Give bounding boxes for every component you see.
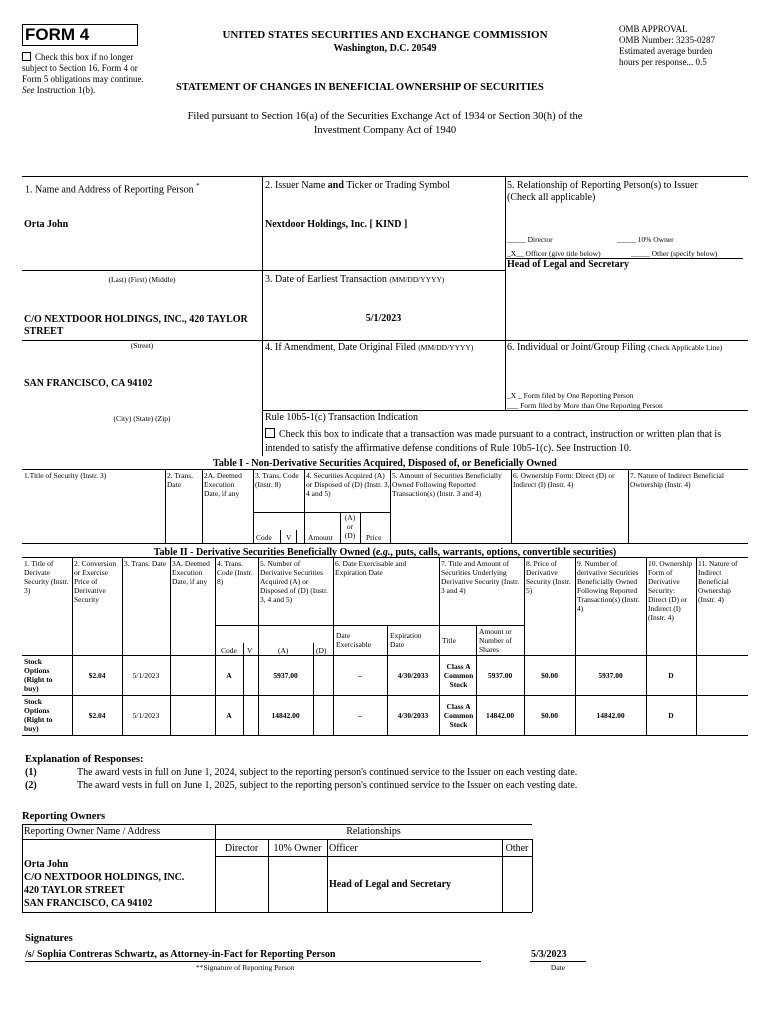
t2-v4 — [215, 557, 216, 735]
owners-line-3 — [215, 856, 532, 857]
row2-price: $2.04 — [88, 711, 106, 720]
row1-acquired: 5937.00 — [273, 671, 298, 680]
grid-line-a — [22, 270, 505, 271]
issuer-name: Nextdoor Holdings, Inc. [ KIND ] — [265, 219, 408, 230]
owner-name-address: Orta John C/O NEXTDOOR HOLDINGS, INC. 420 TAYLOR STREET SAN FRANCISCO, CA 94102 — [24, 859, 185, 909]
box3-label: 3. Date of Earliest Transaction (MM/DD/YYYY) — [265, 274, 445, 285]
name-caption: (Last) (First) (Middle) — [108, 275, 176, 284]
officer-option[interactable]: _X__ Officer (give title below) — [507, 249, 601, 258]
t2-h7: 6. Date Exercisable and Expiration Date — [335, 559, 407, 577]
statement-title: STATEMENT OF CHANGES IN BENEFICIAL OWNERSHIP OF SECURITIES — [176, 82, 544, 93]
t1-sub-v4 — [360, 512, 361, 543]
t2-sub-line — [215, 625, 524, 626]
street-caption: (Street) — [130, 341, 154, 350]
t2-sub-date-ex: Date Exercisable — [336, 631, 371, 649]
grid-vline-2 — [505, 176, 506, 410]
table2-title: Table II - Derivative Securities Beneficially Owned (e.g., puts, calls, warrants, options, convertible securities) — [153, 547, 617, 558]
t1-h8: 7. Nature of Indirect Beneficial Ownership (Instr. 4) — [630, 471, 724, 489]
t2-v10 — [646, 557, 647, 735]
t2-h8: 7. Title and Amount of Securities Underlying Derivative Security (Instr. 3 and 4) — [441, 559, 520, 595]
t1-v1 — [165, 469, 166, 543]
signature-line — [25, 961, 481, 962]
filing-option-group[interactable]: ___ Form filed by More than One Reporting Person — [507, 401, 663, 410]
t2-v1 — [72, 557, 73, 735]
owners-line-bottom — [22, 912, 532, 913]
earliest-transaction-date: 5/1/2023 — [365, 313, 402, 324]
date-line — [530, 961, 586, 962]
row2-deriv-price: $0.00 — [541, 711, 558, 720]
explanation-item-2: (2) The award vests in full on June 1, 2025, subject to the reporting person's continued service to the Issuer on each vesting date. — [25, 780, 578, 791]
row1-price: $2.04 — [88, 671, 106, 680]
box2-label: 2. Issuer Name and Ticker or Trading Symbol — [265, 180, 451, 191]
t1-sub-amount: Amount — [308, 533, 333, 542]
t2-v8 — [524, 557, 525, 735]
t2-h4: 3A. Deemed Execution Date, if any — [172, 559, 210, 586]
table2-row1-bottom — [22, 695, 748, 696]
t2-v11 — [696, 557, 697, 735]
officer-title: Head of Legal and Secretary — [507, 259, 630, 270]
explanation-item-1: (1) The award vests in full on June 1, 2024, subject to the reporting person's continued service to the Issuer on each vesting date. — [25, 767, 578, 778]
date-caption: Date — [550, 963, 566, 972]
t2-h3: 3. Trans. Date — [124, 559, 167, 568]
row2-date: 5/1/2023 — [132, 711, 160, 720]
owners-line-2 — [22, 839, 532, 840]
filed-pursuant-line2: Investment Company Act of 1940 — [313, 125, 457, 136]
reporting-person-name: Orta John — [24, 219, 69, 230]
filed-pursuant-line1: Filed pursuant to Section 16(a) of the Securities Exchange Act of 1934 or Section 30(h) of the — [187, 111, 583, 122]
owner-officer-title: Head of Legal and Secretary — [329, 879, 452, 890]
ten-percent-owner-option[interactable]: _____ 10% Owner — [617, 235, 674, 244]
row1-deriv-price: $0.00 — [541, 671, 558, 680]
row1-code: A — [226, 671, 232, 680]
t2-v7 — [439, 557, 440, 735]
t1-v3 — [253, 469, 254, 543]
rule-10b5-text: Check this box to indicate that a transaction was made pursuant to a contract, instruction or written plan that is intended to satisfy the affirmative defense conditions of Rule 10b5-1(c). See Instruction 10. — [265, 429, 722, 454]
reporting-owners-title: Reporting Owners — [22, 811, 106, 822]
t1-v4 — [304, 469, 305, 543]
row2-date-exercisable: – — [358, 711, 362, 720]
t1-h6: 5. Amount of Securities Beneficially Owned Following Reported Transaction(s) (Instr. 3 and 4) — [392, 471, 502, 498]
table-row: Stock Options (Right to buy) — [24, 657, 53, 693]
reporting-person-street: C/O NEXTDOOR HOLDINGS, INC., 420 TAYLOR STREET — [24, 314, 248, 337]
owners-col-name: Reporting Owner Name / Address — [24, 826, 161, 837]
t2-sub-amount: Amount or Number of Shares — [479, 627, 512, 654]
row1-expiration: 4/30/2033 — [397, 671, 429, 680]
signature-date: 5/3/2023 — [531, 949, 567, 960]
reporting-person-city: SAN FRANCISCO, CA 94102 — [24, 378, 153, 389]
row2-amount: 14842.00 — [485, 711, 515, 720]
rule-10b5-title: Rule 10b5-1(c) Transaction Indication — [265, 412, 419, 423]
signatures-title: Signatures — [25, 933, 73, 944]
t1-sub-aord: (A) or (D) — [344, 513, 356, 540]
form-title: FORM 4 — [25, 25, 90, 44]
row2-code: A — [226, 711, 232, 720]
owners-col-other: Other — [505, 843, 529, 854]
row2-owned: 14842.00 — [596, 711, 625, 720]
rule-10b5-checkbox[interactable] — [265, 428, 275, 438]
t2-h1: 1. Title of Derivate Security (Instr. 3) — [24, 559, 69, 595]
grid-top-line — [22, 176, 748, 177]
director-option[interactable]: _____ Director — [507, 235, 553, 244]
t2-h5: 4. Trans. Code (Instr. 8) — [217, 559, 253, 586]
row1-amount: 5937.00 — [487, 671, 513, 680]
owners-line-top — [22, 824, 532, 825]
owners-col-relationships: Relationships — [346, 826, 401, 837]
owners-v5 — [532, 839, 533, 912]
table2-bottom — [22, 735, 748, 736]
row2-title: Class A Common Stock — [443, 702, 474, 729]
owners-col-director: Director — [224, 843, 259, 854]
table1-bottom — [22, 543, 748, 544]
t1-h3: 2A. Deemed Execution Date, if any — [204, 471, 242, 498]
t2-sub-v: V — [247, 646, 253, 655]
row2-expiration: 4/30/2033 — [397, 711, 429, 720]
owners-v0 — [22, 824, 23, 912]
table-row: Stock Options (Right to buy) — [24, 697, 53, 733]
omb-approval: OMB APPROVAL OMB Number: 3235-0287 Estimated average burden hours per response... 0.5 — [619, 24, 715, 67]
t2-h9: 8. Price of Derivative Security (Instr. 5) — [526, 559, 571, 595]
t1-h1: 1.Title of Security (Instr. 3) — [24, 471, 107, 480]
table2-header-bottom — [22, 655, 748, 656]
row1-date-exercisable: – — [358, 671, 362, 680]
t1-sub-v2 — [296, 530, 297, 543]
t1-h7: 6. Ownership Form: Direct (D) or Indirect (I) (Instr. 4) — [513, 471, 615, 489]
box5-label: 5. Relationship of Reporting Person(s) to Issuer (Check all applicable) — [507, 180, 698, 203]
row1-owned: 5937.00 — [598, 671, 623, 680]
t1-v2 — [202, 469, 203, 543]
t2-v9 — [575, 557, 576, 735]
owners-v3 — [327, 839, 328, 912]
agency-name: UNITED STATES SECURITIES AND EXCHANGE COMMISSION — [222, 29, 548, 41]
table2-top — [22, 557, 748, 558]
signature-name: /s/ Sophia Contreras Schwartz, as Attorney-in-Fact for Reporting Person — [25, 949, 336, 960]
t1-h4: 3. Trans. Code (Instr. 8) — [255, 471, 299, 489]
t2-h12: 11. Nature of Indirect Beneficial Ownership (Instr. 4) — [698, 559, 738, 604]
t1-v7 — [628, 469, 629, 543]
t1-v5 — [390, 469, 391, 543]
t2-sub-v2 — [313, 643, 314, 735]
t1-sub-code: Code — [256, 533, 272, 542]
filing-option-one[interactable]: _X _ Form filed by One Reporting Person — [507, 391, 634, 400]
t1-v6 — [511, 469, 512, 543]
owners-v1 — [215, 824, 216, 912]
row1-form: D — [668, 671, 674, 680]
row2-form: D — [668, 711, 674, 720]
t1-h2: 2. Trans. Date — [167, 471, 194, 489]
t2-h11: 10. Ownership Form of Derivative Security: Direct (D) or Indirect (I) (Instr. 4) — [648, 559, 693, 622]
owners-col-officer: Officer — [329, 843, 358, 854]
agency-location: Washington, D.C. 20549 — [333, 43, 437, 54]
t2-sub-d: (D) — [316, 646, 327, 655]
t2-h6: 5. Number of Derivative Securities Acquired (A) or Disposed of (D) (Instr. 3, 4 and 5) — [260, 559, 328, 604]
grid-line-c — [262, 410, 748, 411]
box4-label: 4. If Amendment, Date Original Filed (MM/DD/YYYY) — [265, 342, 474, 353]
t2-sub-exp: Expiration Date — [390, 631, 422, 649]
row1-title: Class A Common Stock — [443, 662, 474, 689]
t2-sub-code: Code — [221, 646, 237, 655]
signature-caption: **Signature of Reporting Person — [196, 963, 295, 972]
t1-h5: 4. Securities Acquired (A) or Disposed of (D) (Instr. 3, 4 and 5) — [306, 471, 390, 498]
t2-sub-a: (A) — [278, 646, 289, 655]
no-longer-subject-note: Check this box if no longer subject to Section 16. Form 4 or Form 5 obligations may continue. See Instruction 1(b). — [22, 52, 144, 95]
city-caption: (City) (State) (Zip) — [113, 414, 171, 423]
no-longer-subject-checkbox[interactable] — [22, 52, 31, 61]
t2-v5 — [258, 557, 259, 735]
t1-sub-v: V — [286, 533, 292, 542]
row1-date: 5/1/2023 — [132, 671, 160, 680]
other-option[interactable]: _____ Other (specify below) — [631, 249, 718, 258]
explanation-title: Explanation of Responses: — [25, 754, 144, 765]
box6-label: 6. Individual or Joint/Group Filing (Check Applicable Line) — [507, 342, 723, 353]
table1-title: Table I - Non-Derivative Securities Acquired, Disposed of, or Beneficially Owned — [213, 458, 557, 469]
t2-v6 — [333, 557, 334, 735]
t2-v3 — [170, 557, 171, 735]
t2-v2 — [122, 557, 123, 735]
owners-col-10pct: 10% Owner — [273, 843, 322, 854]
t2-h2: 2. Conversion or Exercise Price of Derivative Security — [74, 559, 117, 604]
t2-sub-v1 — [243, 643, 244, 735]
t1-sub-v1 — [280, 530, 281, 543]
row2-acquired: 14842.00 — [271, 711, 300, 720]
t1-sub-price: Price — [366, 533, 382, 542]
t2-sub-title: Title — [442, 636, 456, 645]
t1-sub-line — [253, 512, 390, 513]
box1-label: 1. Name and Address of Reporting Person * — [25, 182, 200, 196]
table1-top — [22, 469, 748, 470]
t2-h10: 9. Number of derivative Securities Beneficially Owned Following Reported Transaction(s) (Instr. 4) — [577, 559, 640, 613]
